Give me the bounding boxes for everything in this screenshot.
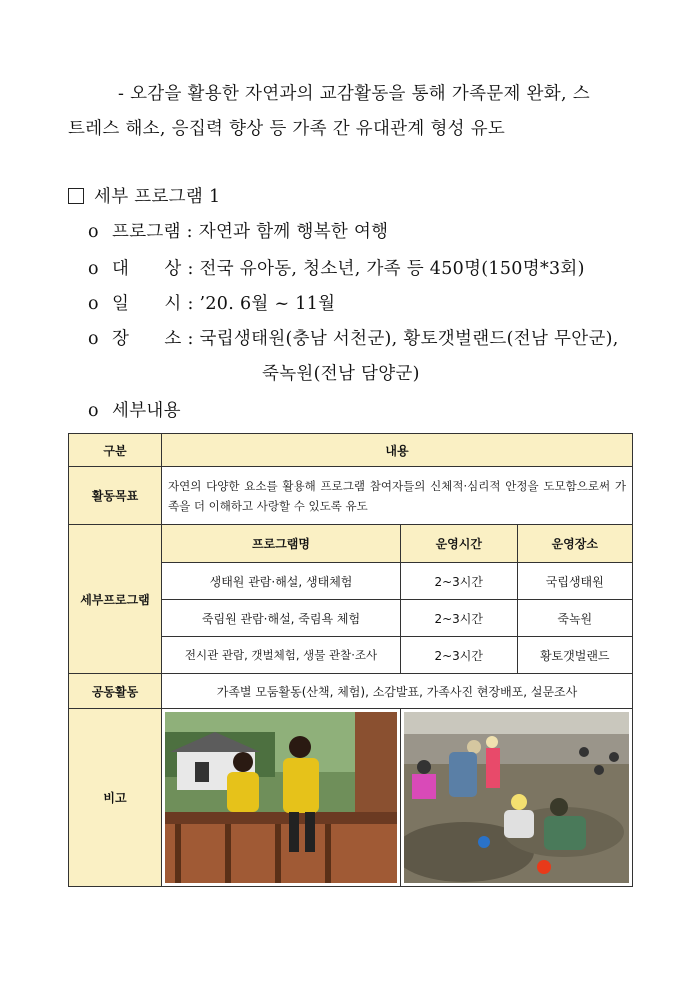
item-target <box>88 255 585 280</box>
item-text: 대 상 : 전국 유아동, 청소년, 가족 등 450명(150명*3회) <box>112 259 585 279</box>
program-label: 세부프로그램 <box>69 525 162 674</box>
bullet: o <box>88 259 99 279</box>
item-text: 프로그램 : 자연과 함께 행복한 여행 <box>112 222 389 242</box>
intro-line-1: - 오감을 활용한 자연과의 교감활동을 통해 가족문제 완화, 스 <box>118 84 590 104</box>
item-date <box>88 290 335 315</box>
program-place: 황토갯벌랜드 <box>517 637 633 674</box>
bullet: o <box>88 222 99 242</box>
checkbox-square-icon <box>68 188 84 204</box>
item-place <box>88 325 619 350</box>
photo-cell-left <box>162 709 401 887</box>
goal-label: 활동목표 <box>69 467 162 525</box>
note-label: 비고 <box>69 709 162 887</box>
header-content: 내용 <box>162 434 633 467</box>
item-program <box>88 218 388 243</box>
header-category: 구분 <box>69 434 162 467</box>
goal-text: 자연의 다양한 요소를 활용해 프로그램 참여자들의 신체적·심리적 안정을 도모함으로써 가족을 더 이해하고 사랑할 수 있도록 유도 <box>162 467 633 525</box>
program-name: 죽림원 관람·해설, 죽림욕 체험 <box>162 600 401 637</box>
intro-line-2: 트레스 해소, 응집력 향상 등 가족 간 유대관계 형성 유도 <box>68 119 506 139</box>
bullet: o <box>88 294 99 314</box>
program-name: 생태원 관람·해설, 생태체험 <box>162 563 401 600</box>
bullet: o <box>88 329 99 349</box>
program-place: 죽녹원 <box>517 600 633 637</box>
item-detail <box>88 397 181 422</box>
photo-volunteers-bamboo-image <box>165 712 397 883</box>
subheader-program-name: 프로그램명 <box>162 525 401 563</box>
bullet: o <box>88 401 99 421</box>
item-place-continued: 죽녹원(전남 담양군) <box>262 364 420 384</box>
program-time: 2~3시간 <box>401 637 518 674</box>
subheader-place: 운영장소 <box>517 525 633 563</box>
common-label: 공동활동 <box>69 674 162 709</box>
common-text: 가족별 모둠활동(산책, 체험), 소감발표, 가족사진 현장배포, 설문조사 <box>162 674 633 709</box>
program-name: 전시관 관람, 갯벌체험, 생물 관찰·조사 <box>162 637 401 674</box>
section-title-text: 세부 프로그램 1 <box>94 187 221 207</box>
item-text: 일 시 : ’20. 6월 ~ 11월 <box>112 294 336 314</box>
photo-cell-right <box>401 709 633 887</box>
program-place: 국립생태원 <box>517 563 633 600</box>
program-time: 2~3시간 <box>401 563 518 600</box>
subheader-time: 운영시간 <box>401 525 518 563</box>
item-text: 세부내용 <box>112 401 181 421</box>
program-time: 2~3시간 <box>401 600 518 637</box>
item-text: 장 소 : 국립생태원(충남 서천군), 황토갯벌랜드(전남 무안군), <box>112 329 619 349</box>
program-details-table <box>68 433 633 887</box>
section-title <box>68 183 220 208</box>
photo-tidal-flat-family-image <box>404 712 629 883</box>
